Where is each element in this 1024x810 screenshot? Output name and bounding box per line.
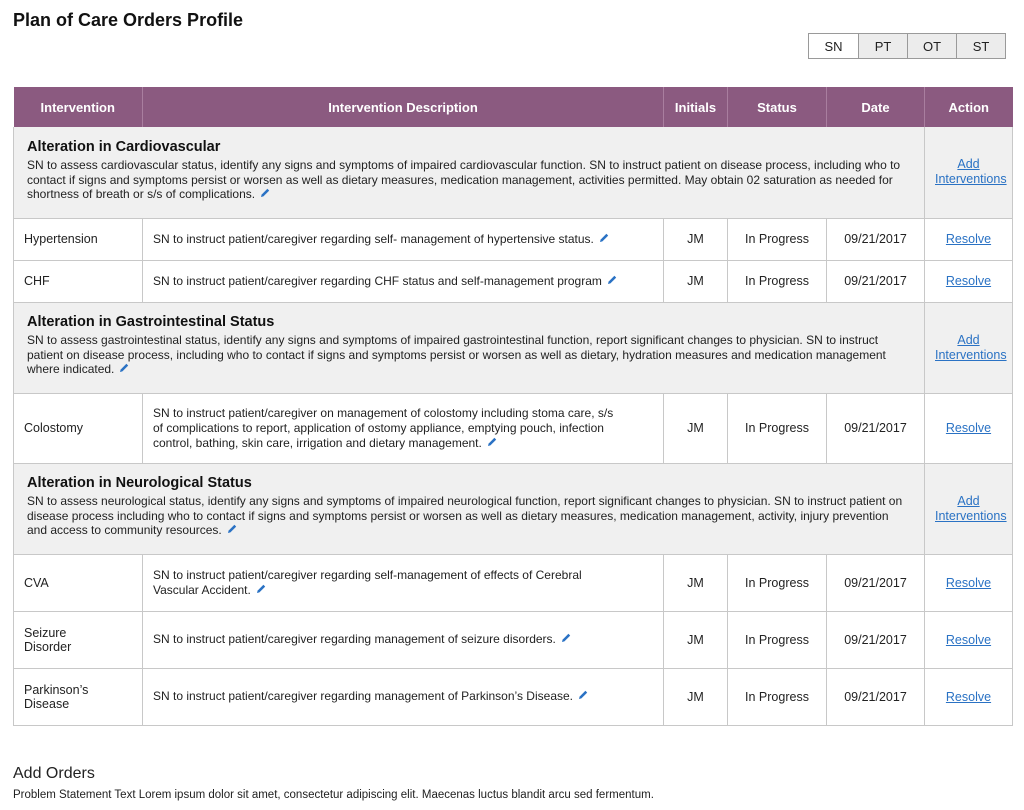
group-row-neurological: [14, 463, 1013, 554]
initials: JM: [664, 218, 728, 260]
group-description: SN to assess neurological status, identify any signs and symptoms of impaired neurological function, report significant changes to physician. SN to instruct patient on disease process including who to contact if signs and symptoms persist or worsen as well as dietary measures, medication management, activity, injury prevention and access to community resources.: [27, 494, 903, 538]
intervention-name: Parkinson’s Disease: [14, 668, 143, 725]
intervention-description: SN to instruct patient/caregiver on management of colostomy including stoma care, s/s of complications to report, application of ostomy appliance, emptying pouch, infection control, bathing, skin care, irrigation and dietary management.: [143, 393, 664, 463]
intervention-name: Hypertension: [14, 218, 143, 260]
group-description: SN to assess gastrointestinal status, identify any signs and symptoms of impaired gastrointestinal function, report significant changes to physician. SN to instruct patient on disease process, including who to contact if signs and symptoms persist or worsen as well as dietary, hydration measures and medication management where indicated.: [27, 333, 886, 377]
table-row: [14, 218, 1013, 260]
pencil-icon[interactable]: [118, 362, 130, 374]
initials: JM: [664, 668, 728, 725]
initials: JM: [664, 393, 728, 463]
initials: JM: [664, 260, 728, 302]
add-interventions-link[interactable]: Add Interventions: [935, 332, 1007, 362]
tab-pt[interactable]: PT: [858, 34, 907, 58]
table-row: [14, 611, 1013, 668]
header-date: Date: [827, 87, 925, 127]
intervention-name: CHF: [14, 260, 143, 302]
header-intervention: Intervention: [14, 87, 143, 127]
intervention-description: SN to instruct patient/caregiver regarding CHF status and self-management program: [143, 260, 664, 302]
group-title: Alteration in Neurological Status: [27, 475, 252, 492]
group-description: SN to assess cardiovascular status, identify any signs and symptoms of impaired cardiovascular function. SN to instruct patient on disease process, including who to contact if signs and symptoms persist or worsen as well as dietary measures, medication management, activities permitted. May obtain 02 saturation as needed for shortness of breath or s/s of complications.: [27, 158, 901, 201]
add-interventions-link[interactable]: Add Interventions: [935, 493, 1007, 523]
tab-sn[interactable]: SN: [809, 34, 858, 58]
header-initials: Initials: [664, 87, 728, 127]
date: 09/21/2017: [827, 260, 925, 302]
status: In Progress: [728, 393, 827, 463]
page-title: Plan of Care Orders Profile: [13, 10, 244, 30]
tab-st[interactable]: ST: [956, 34, 1005, 58]
group-title: Alteration in Gastrointestinal Status: [27, 314, 275, 331]
initials: JM: [664, 554, 728, 611]
pencil-icon[interactable]: [560, 632, 572, 644]
pencil-icon[interactable]: [606, 274, 618, 286]
table-row: [14, 554, 1013, 611]
table-row: [14, 668, 1013, 725]
orders-table: [13, 87, 1013, 726]
resolve-link[interactable]: Resolve: [945, 689, 992, 704]
intervention-description: SN to instruct patient/caregiver regarding self- management of hypertensive status.: [143, 218, 664, 260]
header-description: Intervention Description: [143, 87, 664, 127]
status: In Progress: [728, 260, 827, 302]
resolve-link[interactable]: Resolve: [945, 274, 992, 288]
table-header-row: [14, 87, 1013, 127]
pencil-icon[interactable]: [577, 689, 589, 701]
tab-ot[interactable]: OT: [907, 34, 956, 58]
table-row: [14, 393, 1013, 463]
add-orders-title: Add Orders: [13, 765, 95, 782]
resolve-link[interactable]: Resolve: [945, 232, 992, 246]
pencil-icon[interactable]: [255, 583, 267, 595]
resolve-link[interactable]: Resolve: [945, 421, 992, 435]
status: In Progress: [728, 668, 827, 725]
pencil-icon[interactable]: [226, 523, 238, 535]
header-action: Action: [925, 87, 1013, 127]
group-title: Alteration in Cardiovascular: [27, 139, 221, 155]
resolve-link[interactable]: Resolve: [945, 632, 992, 647]
date: 09/21/2017: [827, 668, 925, 725]
intervention-name: Colostomy: [14, 393, 143, 463]
intervention-description: SN to instruct patient/caregiver regarding management of seizure disorders.: [143, 611, 664, 668]
date: 09/21/2017: [827, 554, 925, 611]
discipline-tabs: [808, 33, 1006, 59]
pencil-icon[interactable]: [486, 436, 498, 448]
intervention-name: Seizure Disorder: [14, 611, 143, 668]
status: In Progress: [728, 218, 827, 260]
date: 09/21/2017: [827, 611, 925, 668]
group-row-gastrointestinal: [14, 302, 1013, 393]
date: 09/21/2017: [827, 393, 925, 463]
header-status: Status: [728, 87, 827, 127]
intervention-description: SN to instruct patient/caregiver regarding management of Parkinson’s Disease.: [143, 668, 664, 725]
pencil-icon[interactable]: [598, 232, 610, 244]
add-interventions-link[interactable]: Add Interventions: [935, 157, 1007, 187]
date: 09/21/2017: [827, 218, 925, 260]
problem-statement-text: Problem Statement Text Lorem ipsum dolor sit amet, consectetur adipiscing elit. Maecenas luctus blandit arcu sed fermentum.: [13, 789, 654, 801]
status: In Progress: [728, 554, 827, 611]
intervention-description: SN to instruct patient/caregiver regarding self-management of effects of Cerebral Vascular Accident.: [143, 554, 664, 611]
status: In Progress: [728, 611, 827, 668]
resolve-link[interactable]: Resolve: [945, 575, 992, 590]
intervention-name: CVA: [14, 554, 143, 611]
initials: JM: [664, 611, 728, 668]
table-row: [14, 260, 1013, 302]
group-row-cardiovascular: [14, 127, 1013, 218]
pencil-icon[interactable]: [259, 187, 271, 199]
